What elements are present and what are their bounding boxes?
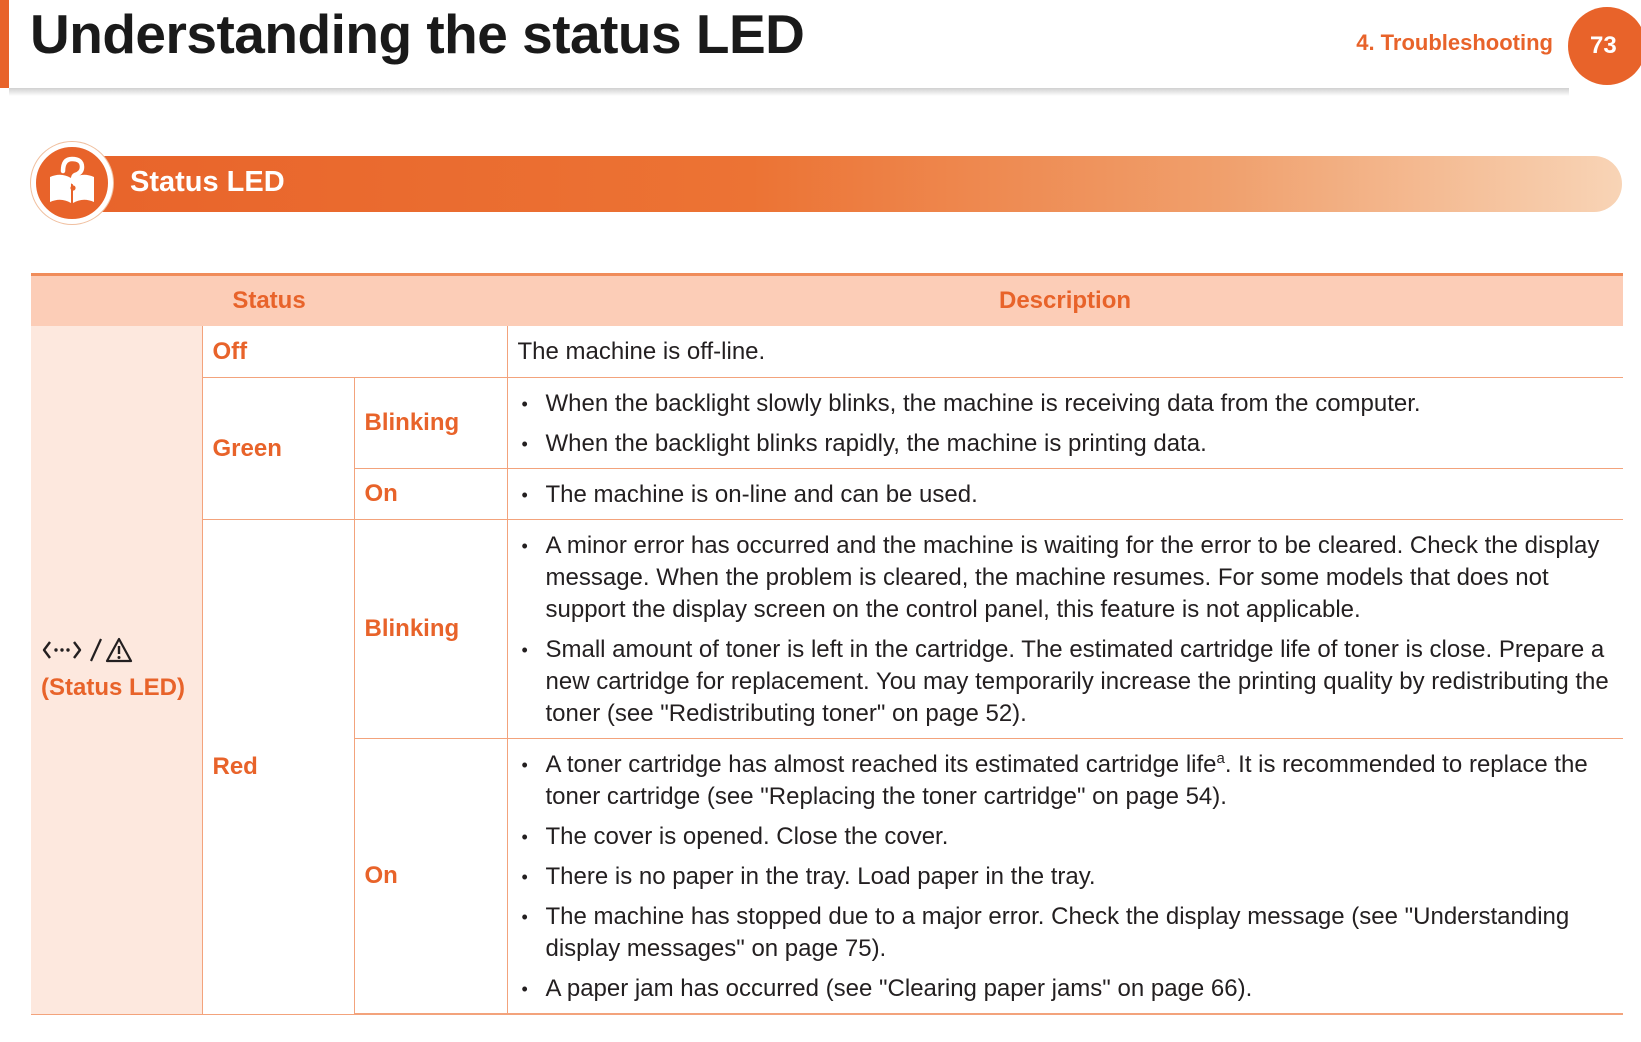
list-item: • Small amount of toner is left in the cartridge. The estimated cartridge life of toner is close. Prepare a new cartridge for replacement. You may temporarily increase the printing quality by redistributing the toner (see "Redistributing toner" on page 52). <box>518 634 1612 730</box>
desc-green-blinking <box>507 378 1623 469</box>
table-row-green-blinking <box>31 378 1623 469</box>
green-blinking-label: Blinking <box>354 378 507 469</box>
list-item: • The machine is on-line and can be used. <box>518 479 1612 511</box>
table-header-row <box>31 275 1623 327</box>
desc-green-on <box>507 469 1623 520</box>
warning-icon <box>105 637 133 670</box>
help-book-icon <box>31 142 113 224</box>
section-title: Status LED <box>130 166 285 198</box>
status-red: Red <box>202 520 354 1015</box>
red-on-label: On <box>354 739 507 1015</box>
list-item-text: . It is recommended to replace the toner cartridge (see "Replacing the toner cartridge" on page 54). <box>545 751 1588 810</box>
green-on-label: On <box>354 469 507 520</box>
list-item: • The machine has stopped due to a major error. Check the display message (see "Understanding display messages" on page 75). <box>518 901 1612 965</box>
list-item <box>518 749 1612 813</box>
slash-icon <box>89 637 103 670</box>
led-icons <box>41 637 192 670</box>
status-led-cell <box>31 326 202 1014</box>
desc-off: The machine is off-line. <box>507 326 1623 378</box>
chapter-breadcrumb[interactable]: 4. Troubleshooting <box>1356 30 1553 55</box>
header-divider <box>9 88 1569 96</box>
left-accent-bar <box>0 0 9 88</box>
footnote-marker[interactable]: a <box>1216 750 1225 767</box>
status-off: Off <box>202 326 507 378</box>
list-item: • When the backlight blinks rapidly, the machine is printing data. <box>518 428 1612 460</box>
page-title: Understanding the status LED <box>30 3 805 65</box>
status-green: Green <box>202 378 354 520</box>
list-item-text: A toner cartridge has almost reached its estimated cartridge life <box>545 751 1217 778</box>
desc-red-on <box>507 739 1623 1015</box>
list-item: • There is no paper in the tray. Load paper in the tray. <box>518 861 1612 893</box>
list-item: • When the backlight slowly blinks, the machine is receiving data from the computer. <box>518 388 1612 420</box>
list-item: • The cover is opened. Close the cover. <box>518 821 1612 853</box>
page-number-badge <box>1568 7 1641 85</box>
status-led-label: (Status LED) <box>41 674 185 702</box>
status-led-table <box>31 273 1623 1015</box>
red-blinking-label: Blinking <box>354 520 507 739</box>
list-item: • A paper jam has occurred (see "Clearing paper jams" on page 66). <box>518 973 1612 1005</box>
list-item: • A minor error has occurred and the machine is waiting for the error to be cleared. Check the display message. When the problem is cleared, the machine resumes. For some models that does not support the display screen on the control panel, this feature is not applicable. <box>518 530 1612 626</box>
desc-red-blinking <box>507 520 1623 739</box>
wireless-icon <box>41 637 87 670</box>
table-row-off <box>31 326 1623 378</box>
header-status: Status <box>31 275 507 327</box>
header-description: Description <box>507 275 1623 327</box>
page-number: 73 <box>1590 32 1617 59</box>
table-row-red-blinking <box>31 520 1623 739</box>
